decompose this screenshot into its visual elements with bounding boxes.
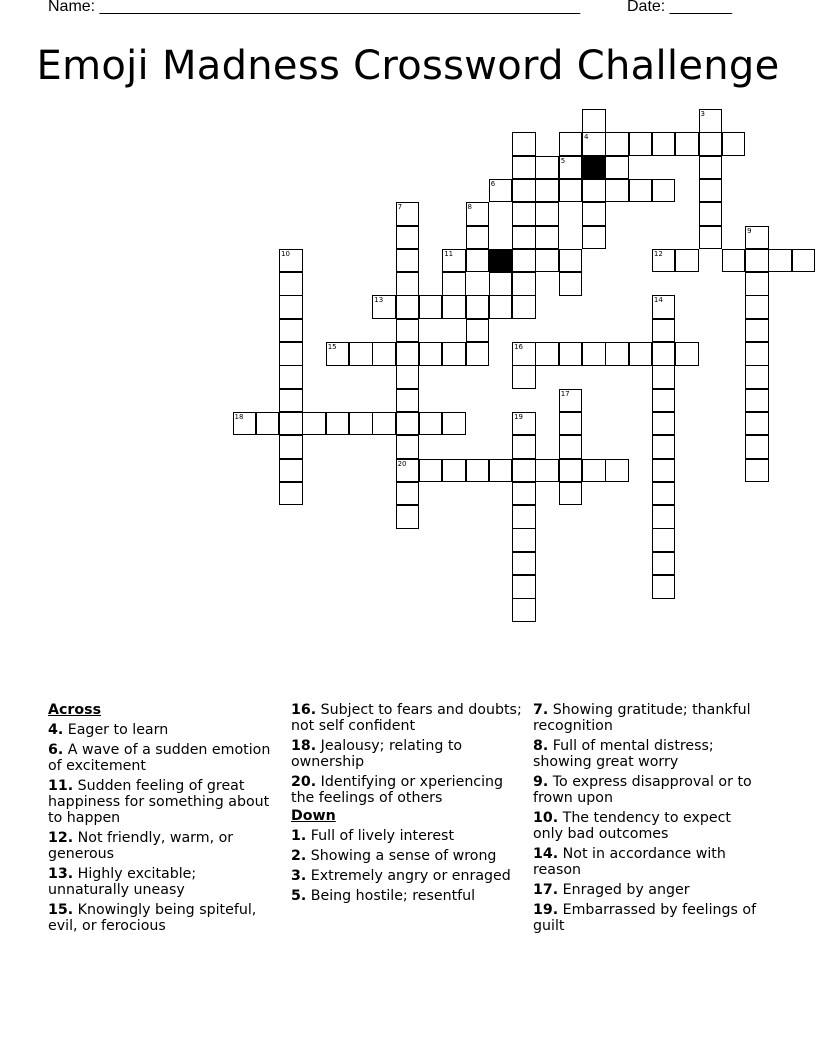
grid-cell[interactable] <box>535 226 559 250</box>
clue-item-number: 13. <box>48 866 74 882</box>
grid-cell[interactable] <box>349 342 373 366</box>
clue-item-number: 7. <box>533 702 549 718</box>
grid-cell[interactable] <box>652 179 676 203</box>
clue-item-number: 8. <box>533 738 549 754</box>
grid-cell[interactable] <box>256 412 280 436</box>
grid-cell[interactable] <box>279 272 303 296</box>
clue-item <box>533 774 765 806</box>
grid-cell[interactable] <box>512 412 536 436</box>
grid-cell[interactable] <box>512 505 536 529</box>
grid-cell[interactable] <box>396 295 420 319</box>
clue-item-number: 19. <box>533 902 559 918</box>
grid-cell[interactable] <box>512 528 536 552</box>
grid-cell[interactable] <box>512 249 536 273</box>
clue-item <box>533 738 765 770</box>
clue-item-number: 2. <box>291 848 307 864</box>
clue-number: 10 <box>281 249 291 258</box>
clue-number: 18 <box>234 412 244 421</box>
clue-number: 12 <box>653 249 663 258</box>
clue-item-text: Jealousy; relating to ownership <box>291 738 463 770</box>
grid-cell[interactable] <box>279 319 303 343</box>
grid-cell[interactable] <box>442 249 466 273</box>
clue-item <box>48 866 280 898</box>
clue-item-number: 5. <box>291 888 307 904</box>
grid-cell[interactable] <box>396 226 420 250</box>
grid-cell[interactable] <box>396 482 420 506</box>
grid-cell[interactable] <box>745 295 769 319</box>
grid-cell[interactable] <box>326 342 350 366</box>
grid-cell[interactable] <box>652 389 676 413</box>
clue-number: 4 <box>584 133 589 142</box>
grid-cell[interactable] <box>279 295 303 319</box>
grid-cell[interactable] <box>442 272 466 296</box>
clue-item-number: 4. <box>48 722 64 738</box>
grid-cell[interactable] <box>466 342 490 366</box>
clue-item-number: 14. <box>533 846 559 862</box>
grid-cell[interactable] <box>512 226 536 250</box>
grid-cell[interactable] <box>512 575 536 599</box>
grid-cell[interactable] <box>279 389 303 413</box>
grid-cell[interactable] <box>699 202 723 226</box>
clue-number: 14 <box>653 296 663 305</box>
clue-item-number: 9. <box>533 774 549 790</box>
grid-cell[interactable] <box>512 459 536 483</box>
clue-number: 3 <box>700 110 705 118</box>
clue-item-text: Sudden feeling of great happiness for something about to happen <box>48 778 270 826</box>
grid-cell[interactable] <box>699 156 723 180</box>
clue-column-1 <box>48 702 280 938</box>
grid-cell[interactable] <box>535 249 559 273</box>
clue-item <box>291 828 523 844</box>
down-heading: Down <box>291 808 336 824</box>
grid-cell[interactable] <box>722 249 746 273</box>
grid-cell[interactable] <box>745 319 769 343</box>
clue-item-text: Not friendly, warm, or generous <box>48 830 234 862</box>
across-heading: Across <box>48 702 102 718</box>
clue-number: 6 <box>490 179 496 188</box>
grid-cell[interactable] <box>326 412 350 436</box>
clue-item <box>533 846 765 878</box>
clue-number: 13 <box>374 296 384 305</box>
grid-cell[interactable] <box>582 109 606 133</box>
clue-item <box>48 830 280 862</box>
clue-item-text: Embarrassed by feelings of guilt <box>533 902 757 934</box>
clue-item-text: The tendency to expect only bad outcomes <box>533 810 731 842</box>
grid-cell[interactable] <box>745 365 769 389</box>
grid-cell[interactable] <box>605 179 629 203</box>
grid-cell[interactable] <box>675 132 699 156</box>
grid-cell[interactable] <box>745 272 769 296</box>
grid-cell[interactable] <box>466 202 490 226</box>
grid-cell[interactable] <box>512 435 536 459</box>
grid-cell[interactable] <box>582 342 606 366</box>
grid-cell[interactable] <box>792 249 816 273</box>
clue-item-number: 12. <box>48 830 74 846</box>
grid-cell[interactable] <box>745 435 769 459</box>
grid-cell[interactable] <box>652 412 676 436</box>
grid-cell[interactable] <box>535 342 559 366</box>
grid-cell[interactable] <box>629 342 653 366</box>
clue-item <box>533 702 765 734</box>
clue-item-number: 11. <box>48 778 74 794</box>
grid-cell[interactable] <box>652 342 676 366</box>
grid-cell[interactable] <box>652 132 676 156</box>
clue-item <box>291 888 523 904</box>
grid-cell[interactable] <box>512 482 536 506</box>
clue-item-text: Enraged by anger <box>558 882 690 898</box>
clue-number: 9 <box>747 226 752 235</box>
grid-cell[interactable] <box>605 459 629 483</box>
grid-cell[interactable] <box>559 249 583 273</box>
clue-item <box>533 902 765 934</box>
clue-item-number: 10. <box>533 810 559 826</box>
grid-cell[interactable] <box>699 132 723 156</box>
clue-item <box>48 742 280 774</box>
grid-cell[interactable] <box>279 482 303 506</box>
grid-cell[interactable] <box>489 179 513 203</box>
grid-cell[interactable] <box>396 272 420 296</box>
clue-item <box>48 902 280 934</box>
grid-cell[interactable] <box>419 412 443 436</box>
grid-cell[interactable] <box>699 226 723 250</box>
grid-cell[interactable] <box>745 412 769 436</box>
across-clue-list-continued <box>291 702 523 806</box>
clue-item-text: Not in accordance with reason <box>533 846 726 878</box>
grid-cell[interactable] <box>512 342 536 366</box>
grid-cell[interactable] <box>396 459 420 483</box>
grid-cell[interactable] <box>745 249 769 273</box>
grid-cell[interactable] <box>559 179 583 203</box>
grid-cell[interactable] <box>442 295 466 319</box>
clue-item <box>48 778 280 826</box>
grid-cell[interactable] <box>349 412 373 436</box>
clue-item-text: Subject to fears and doubts; not self confident <box>291 702 522 734</box>
grid-cell[interactable] <box>419 459 443 483</box>
grid-cell[interactable] <box>652 505 676 529</box>
grid-cell[interactable] <box>512 552 536 576</box>
grid-cell[interactable] <box>652 528 676 552</box>
down-clue-list <box>291 828 523 904</box>
grid-cell[interactable] <box>396 389 420 413</box>
grid-cell[interactable] <box>675 249 699 273</box>
grid-cell[interactable] <box>442 412 466 436</box>
grid-cell[interactable] <box>652 435 676 459</box>
grid-cell[interactable] <box>396 249 420 273</box>
clue-item-text: Being hostile; resentful <box>306 888 476 904</box>
grid-cell[interactable] <box>279 365 303 389</box>
grid-cell[interactable] <box>559 412 583 436</box>
clue-item-text: Full of lively interest <box>306 828 455 844</box>
grid-cell[interactable] <box>559 482 583 506</box>
grid-cell[interactable] <box>535 202 559 226</box>
clue-item-text: Showing a sense of wrong <box>306 848 497 864</box>
grid-cell[interactable] <box>512 295 536 319</box>
grid-cell[interactable] <box>559 342 583 366</box>
clue-item-number: 17. <box>533 882 559 898</box>
clue-number: 7 <box>397 203 403 212</box>
grid-cell[interactable] <box>675 342 699 366</box>
grid-cell[interactable] <box>652 249 676 273</box>
clue-number: 15 <box>327 343 337 351</box>
clue-column-2 <box>291 702 523 908</box>
grid-cell[interactable] <box>652 365 676 389</box>
clue-item-text: Knowingly being spiteful, evil, or ferocious <box>48 902 257 934</box>
grid-cell[interactable] <box>512 179 536 203</box>
grid-cell[interactable] <box>372 295 396 319</box>
grid-block <box>582 156 606 180</box>
grid-cell[interactable] <box>582 132 606 156</box>
grid-cell[interactable] <box>629 179 653 203</box>
grid-cell[interactable] <box>512 365 536 389</box>
clue-item-text: Identifying or xperiencing the feelings of others <box>291 774 504 806</box>
grid-cell[interactable] <box>745 389 769 413</box>
grid-cell[interactable] <box>605 132 629 156</box>
grid-cell[interactable] <box>442 459 466 483</box>
grid-cell[interactable] <box>559 389 583 413</box>
clue-item-number: 1. <box>291 828 307 844</box>
grid-cell[interactable] <box>489 295 513 319</box>
grid-cell[interactable] <box>535 459 559 483</box>
clue-item-number: 20. <box>291 774 317 790</box>
grid-cell[interactable] <box>279 412 303 436</box>
grid-cell[interactable] <box>512 132 536 156</box>
grid-cell[interactable] <box>605 342 629 366</box>
grid-cell[interactable] <box>512 272 536 296</box>
grid-cell[interactable] <box>652 295 676 319</box>
grid-cell[interactable] <box>535 179 559 203</box>
grid-cell[interactable] <box>279 459 303 483</box>
clue-item-text: Eager to learn <box>63 722 169 738</box>
clue-item <box>533 810 765 842</box>
grid-cell[interactable] <box>582 459 606 483</box>
grid-cell[interactable] <box>699 179 723 203</box>
clue-item <box>291 848 523 864</box>
grid-cell[interactable] <box>722 132 746 156</box>
grid-cell[interactable] <box>535 156 559 180</box>
clue-column-3 <box>533 702 765 938</box>
grid-cell[interactable] <box>489 459 513 483</box>
grid-cell[interactable] <box>466 249 490 273</box>
clue-item-number: 15. <box>48 902 74 918</box>
grid-cell[interactable] <box>652 575 676 599</box>
across-clue-list <box>48 722 280 934</box>
grid-cell[interactable] <box>442 342 466 366</box>
grid-cell[interactable] <box>279 342 303 366</box>
grid-cell[interactable] <box>396 412 420 436</box>
grid-cell[interactable] <box>419 295 443 319</box>
grid-cell[interactable] <box>652 482 676 506</box>
clue-item-text: To express disapproval or to frown upon <box>533 774 752 806</box>
clue-item-text: A wave of a sudden emotion of excitement <box>48 742 271 774</box>
grid-cell[interactable] <box>279 435 303 459</box>
grid-cell[interactable] <box>745 459 769 483</box>
grid-cell[interactable] <box>629 132 653 156</box>
grid-cell[interactable] <box>559 156 583 180</box>
grid-cell[interactable] <box>512 156 536 180</box>
grid-cell[interactable] <box>466 295 490 319</box>
grid-cell[interactable] <box>372 342 396 366</box>
clue-number: 5 <box>560 156 566 165</box>
clue-item-number: 6. <box>48 742 64 758</box>
clue-number: 20 <box>397 459 407 468</box>
grid-cell[interactable] <box>559 132 583 156</box>
grid-cell[interactable] <box>396 365 420 389</box>
clue-item <box>291 868 523 884</box>
grid-cell[interactable] <box>652 319 676 343</box>
grid-cell[interactable] <box>489 272 513 296</box>
grid-cell[interactable] <box>512 598 536 622</box>
clue-item <box>291 738 523 770</box>
grid-cell[interactable] <box>605 156 629 180</box>
grid-cell[interactable] <box>768 249 792 273</box>
name-field-label: Name: ______________________________________________________ <box>48 0 581 15</box>
grid-cell[interactable] <box>652 459 676 483</box>
clue-item <box>533 882 765 898</box>
grid-cell[interactable] <box>582 226 606 250</box>
down-clue-list-continued <box>533 702 765 934</box>
grid-cell[interactable] <box>372 412 396 436</box>
clue-number: 16 <box>514 343 524 351</box>
grid-cell[interactable] <box>559 459 583 483</box>
grid-cell[interactable] <box>396 342 420 366</box>
grid-cell[interactable] <box>466 226 490 250</box>
grid-cell[interactable] <box>512 202 536 226</box>
clue-item-number: 16. <box>291 702 317 718</box>
clue-number: 11 <box>444 249 454 258</box>
grid-cell[interactable] <box>279 249 303 273</box>
grid-cell[interactable] <box>302 412 326 436</box>
clue-number: 17 <box>560 389 570 398</box>
grid-cell[interactable] <box>466 459 490 483</box>
page-title: Emoji Madness Crossword Challenge <box>36 43 780 89</box>
grid-cell[interactable] <box>582 202 606 226</box>
grid-cell[interactable] <box>745 226 769 250</box>
grid-cell[interactable] <box>419 342 443 366</box>
grid-cell[interactable] <box>396 505 420 529</box>
grid-block <box>489 249 513 273</box>
grid-cell[interactable] <box>233 412 257 436</box>
grid-cell[interactable] <box>652 552 676 576</box>
clue-item-text: Extremely angry or enraged <box>306 868 511 884</box>
date-field-label: Date: _______ <box>627 0 732 15</box>
grid-cell[interactable] <box>396 435 420 459</box>
clue-item <box>291 702 523 734</box>
clue-item-text: Showing gratitude; thankful recognition <box>533 702 751 734</box>
grid-cell[interactable] <box>396 319 420 343</box>
clue-item-number: 18. <box>291 738 317 754</box>
clue-item <box>291 774 523 806</box>
grid-cell[interactable] <box>582 179 606 203</box>
clue-item-text: Full of mental distress; showing great worry <box>533 738 714 770</box>
grid-cell[interactable] <box>466 319 490 343</box>
clue-number: 8 <box>467 203 472 212</box>
grid-cell[interactable] <box>559 272 583 296</box>
clue-item-text: Highly excitable; unnaturally uneasy <box>48 866 197 898</box>
grid-cell[interactable] <box>699 109 723 133</box>
grid-cell[interactable] <box>745 342 769 366</box>
clue-item <box>48 722 280 738</box>
grid-cell[interactable] <box>559 435 583 459</box>
clue-item-number: 3. <box>291 868 307 884</box>
grid-cell[interactable] <box>396 202 420 226</box>
clue-number: 19 <box>514 412 524 421</box>
